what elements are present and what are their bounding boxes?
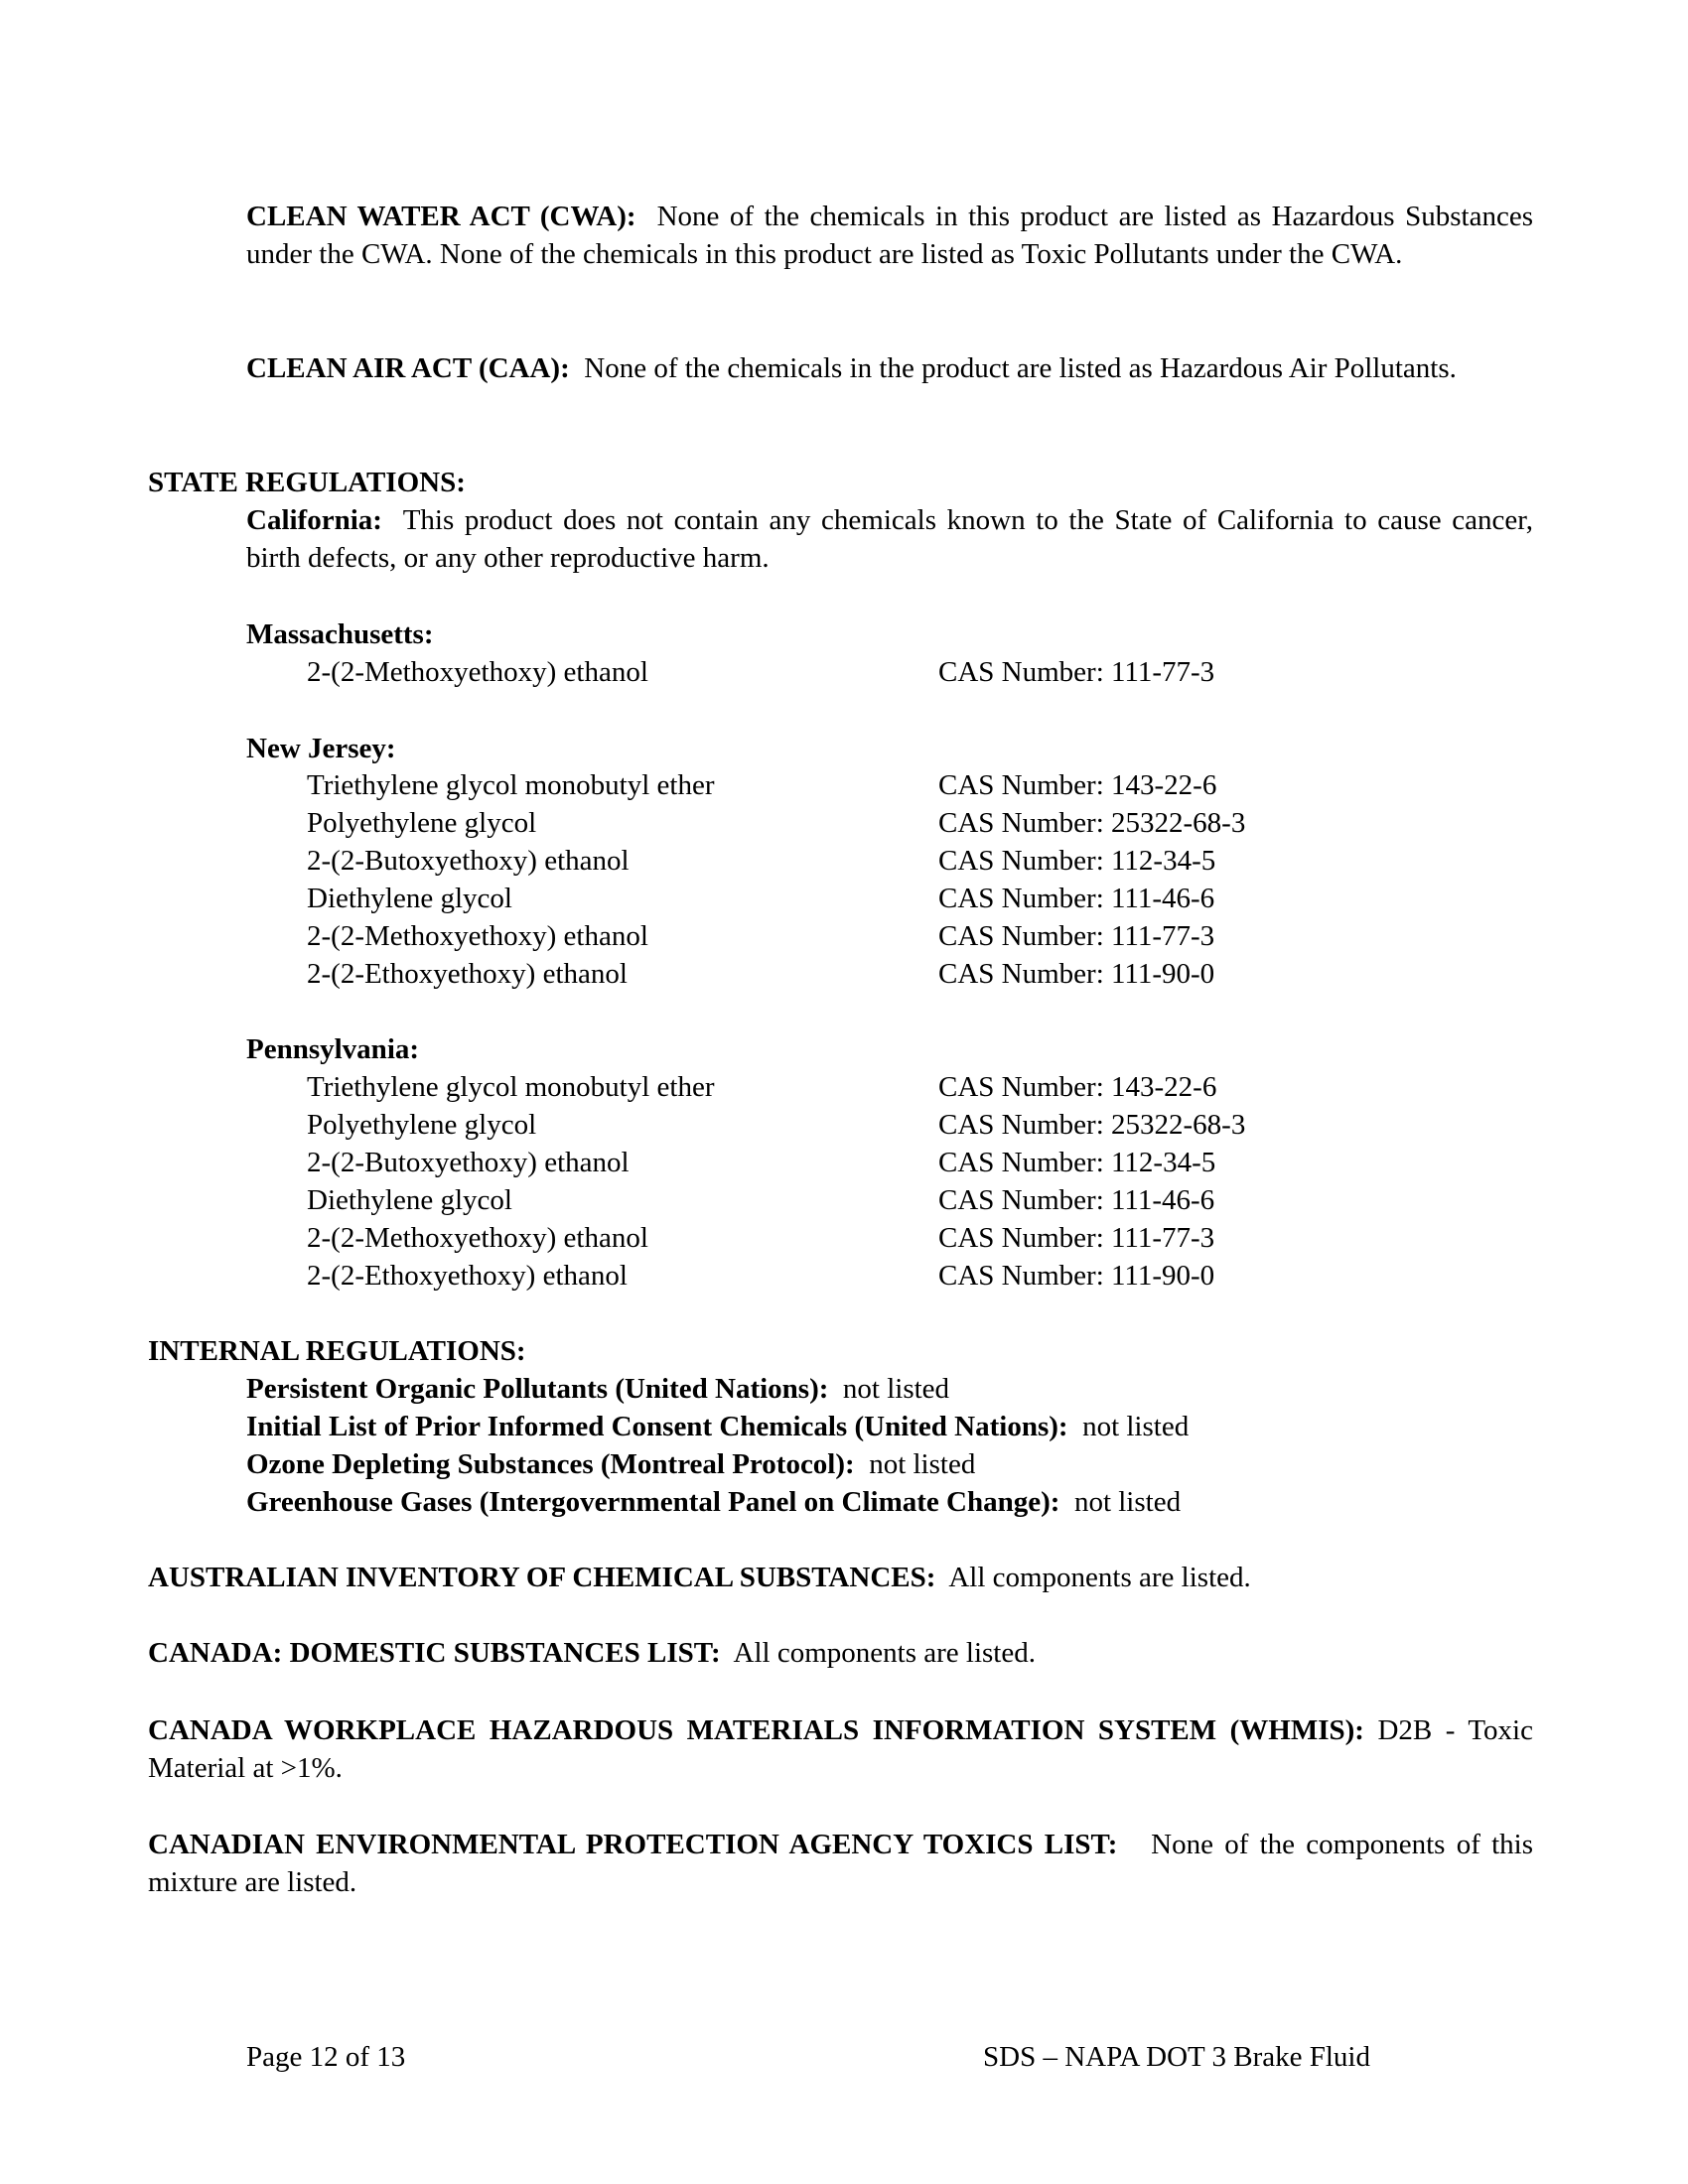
cepa-text: None of the components of this mixture are listed.: [148, 1829, 1534, 1898]
list-item-chemical: 2-(2-Butoxyethoxy) ethanol: [307, 845, 630, 877]
internal-item: [246, 1372, 949, 1406]
canada-dsl-heading: CANADA: DOMESTIC SUBSTANCES LIST:: [148, 1637, 721, 1669]
list-item-chemical: 2-(2-Butoxyethoxy) ethanol: [307, 1147, 630, 1178]
footer-document-title: SDS – NAPA DOT 3 Brake Fluid: [983, 2041, 1370, 2073]
new-jersey-heading: New Jersey:: [246, 733, 396, 764]
whmis-paragraph: [148, 1711, 1533, 1787]
list-item-chemical: Triethylene glycol monobutyl ether: [307, 769, 715, 801]
california-heading: California:: [246, 504, 382, 536]
canada-dsl-paragraph: [148, 1636, 1036, 1670]
whmis-text: D2B - Toxic Material at >1%.: [148, 1714, 1533, 1784]
list-item-chemical: 2-(2-Methoxyethoxy) ethanol: [307, 1222, 648, 1254]
australia-heading: AUSTRALIAN INVENTORY OF CHEMICAL SUBSTANCES:: [148, 1562, 936, 1593]
internal-item-label: Persistent Organic Pollutants (United Nations):: [246, 1373, 829, 1405]
cepa-heading: CANADIAN ENVIRONMENTAL PROTECTION AGENCY TOXICS LIST:: [148, 1829, 1118, 1860]
internal-item-value: not listed: [1073, 1486, 1182, 1518]
list-item-cas: CAS Number: 111-77-3: [938, 1222, 1215, 1254]
caa-paragraph: [246, 349, 1533, 387]
list-item-chemical: Polyethylene glycol: [307, 1109, 537, 1141]
australia-text: All components are listed.: [948, 1562, 1251, 1593]
footer-page-number: Page 12 of 13: [246, 2041, 406, 2073]
internal-item: [246, 1485, 1181, 1519]
caa-text: None of the chemicals in the product are listed as Hazardous Air Pollutants.: [584, 352, 1457, 384]
list-item-cas: CAS Number: 111-77-3: [938, 920, 1215, 952]
internal-item: [246, 1410, 1189, 1443]
internal-item-label: Initial List of Prior Informed Consent Chemicals (United Nations):: [246, 1411, 1068, 1442]
list-item-cas: CAS Number: 111-46-6: [938, 1184, 1215, 1216]
whmis-heading: CANADA WORKPLACE HAZARDOUS MATERIALS INFORMATION SYSTEM (WHMIS):: [148, 1714, 1364, 1746]
internal-item-value: not listed: [869, 1448, 976, 1480]
list-item-chemical: Diethylene glycol: [307, 1184, 512, 1216]
cwa-heading: CLEAN WATER ACT (CWA):: [246, 201, 636, 232]
canada-dsl-text: All components are listed.: [733, 1637, 1036, 1669]
list-item-cas: CAS Number: 111-46-6: [938, 883, 1215, 914]
state-regulations-heading: STATE REGULATIONS:: [148, 467, 466, 498]
list-item-chemical: Diethylene glycol: [307, 883, 512, 914]
list-item-cas: CAS Number: 111-90-0: [938, 958, 1215, 990]
list-item-cas: CAS Number: 111-77-3: [938, 656, 1215, 688]
caa-heading: CLEAN AIR ACT (CAA):: [246, 352, 570, 384]
internal-item: [246, 1447, 975, 1481]
california-paragraph: [246, 501, 1533, 577]
list-item-chemical: 2-(2-Methoxyethoxy) ethanol: [307, 920, 648, 952]
cepa-paragraph: [148, 1826, 1533, 1901]
list-item-cas: CAS Number: 143-22-6: [938, 1071, 1217, 1103]
internal-item-value: not listed: [1082, 1411, 1190, 1442]
list-item-cas: CAS Number: 111-90-0: [938, 1260, 1215, 1292]
internal-item-label: Ozone Depleting Substances (Montreal Protocol):: [246, 1448, 855, 1480]
list-item-chemical: 2-(2-Ethoxyethoxy) ethanol: [307, 1260, 628, 1292]
list-item-chemical: Triethylene glycol monobutyl ether: [307, 1071, 715, 1103]
list-item-cas: CAS Number: 25322-68-3: [938, 1109, 1246, 1141]
list-item-cas: CAS Number: 143-22-6: [938, 769, 1217, 801]
massachusetts-heading: Massachusetts:: [246, 618, 434, 650]
australia-paragraph: [148, 1561, 1251, 1594]
list-item-cas: CAS Number: 25322-68-3: [938, 807, 1246, 839]
list-item-chemical: 2-(2-Ethoxyethoxy) ethanol: [307, 958, 628, 990]
list-item-chemical: 2-(2-Methoxyethoxy) ethanol: [307, 656, 648, 688]
cwa-paragraph: [246, 198, 1533, 273]
california-text: This product does not contain any chemicals known to the State of California to cause cancer, birth defects, or any other reproductive harm.: [246, 504, 1533, 574]
internal-item-value: not listed: [842, 1373, 950, 1405]
internal-regulations-heading: INTERNAL REGULATIONS:: [148, 1335, 526, 1367]
list-item-chemical: Polyethylene glycol: [307, 807, 537, 839]
cwa-text: None of the chemicals in this product are listed as Hazardous Substances under the CWA. None of the chemicals in this product are listed as Toxic Pollutants under the CWA.: [246, 201, 1533, 270]
list-item-cas: CAS Number: 112-34-5: [938, 845, 1216, 877]
internal-item-label: Greenhouse Gases (Intergovernmental Panel on Climate Change):: [246, 1486, 1060, 1518]
pennsylvania-heading: Pennsylvania:: [246, 1033, 420, 1065]
list-item-cas: CAS Number: 112-34-5: [938, 1147, 1216, 1178]
